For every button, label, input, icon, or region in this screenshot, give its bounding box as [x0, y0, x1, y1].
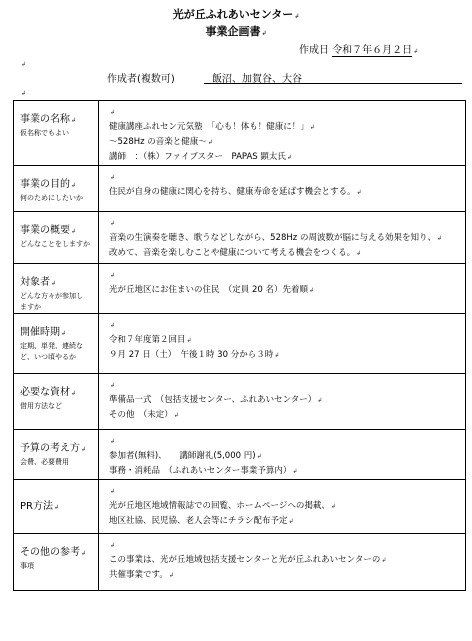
- row-label: 事業の概要↲: [20, 225, 77, 236]
- blank-line: ↲: [110, 542, 116, 549]
- row-content-line: 光が丘地区地域情報誌での回覧、ホームページへの掲載、↲: [109, 501, 336, 511]
- row-label-cell: [14, 166, 99, 212]
- row-content-cell: [99, 101, 466, 166]
- row-content-line: 光が丘地区にお住まいの住民 （定員 20 名）先着順↲: [109, 285, 315, 295]
- form-row: [14, 166, 466, 212]
- row-content-line: ９月 27 日（土） 午後１時 30 分から３時↲: [109, 350, 280, 360]
- row-label-cell: [14, 264, 99, 314]
- row-label: 事業の名称↲: [20, 114, 77, 125]
- row-content-line: 共催事業です。↲: [109, 570, 174, 580]
- row-content-line: 準備品一式 （包括支援センター、ふれあいセンター）↲: [109, 395, 323, 405]
- created-date-line: 作成日 令和７年６月２日↲: [299, 45, 419, 56]
- row-label-cell: [14, 430, 99, 480]
- blank-line: ↲: [110, 220, 116, 227]
- row-content-cell: [99, 480, 466, 534]
- row-content-line: 講師 ：（株）ファイブスター PAPAS 顕太氏↲: [109, 152, 292, 162]
- row-content-cell: [99, 430, 466, 480]
- row-content-cell: [99, 374, 466, 430]
- row-label: 必要な資材↲: [20, 387, 77, 398]
- row-content-line: 音楽の生演奏を聴き、歌うなどしながら、528Hz の周波数が脳に与える効果を知り、↲: [109, 233, 442, 243]
- row-content-line: 健康講座ふれセン元気塾 「心も！体も！健康に！」↲: [109, 122, 315, 132]
- row-sublabel: 仮名称でもよい: [20, 129, 69, 137]
- row-content-line: 改めて、音楽を楽しむことや健康について考える機会をつくる。↲: [109, 248, 362, 258]
- form-row: [14, 480, 466, 534]
- row-content-line: 地区社協、民児協、老人会等にチラシ配布予定↲: [109, 516, 294, 526]
- plan-form-body: [14, 101, 466, 591]
- plan-form-table: [13, 100, 466, 591]
- row-content-line: 参加者(無料)、 講師謝礼(5,000 円)↲: [109, 451, 262, 461]
- created-date: 令和７年６月２日: [332, 45, 413, 56]
- blank-line: ↲: [110, 438, 116, 445]
- row-content-line: 事務・消耗品 （ふれあいセンター事業予算内）↲: [109, 466, 298, 476]
- form-row: [14, 430, 466, 480]
- row-label: その他の参考↲: [20, 547, 87, 558]
- row-label-cell: [14, 480, 99, 534]
- row-sublabel: 会費、必要費用: [20, 458, 69, 466]
- row-content-cell: [99, 212, 466, 264]
- row-label-cell: [14, 212, 99, 264]
- row-label-cell: [14, 374, 99, 430]
- form-row: [14, 314, 466, 374]
- row-label: 予算の考え方↲: [20, 443, 87, 454]
- row-label-cell: [14, 314, 99, 374]
- form-row: [14, 374, 466, 430]
- form-row: [14, 212, 466, 264]
- blank-line: ↲: [110, 109, 116, 116]
- row-sublabel: どんなことをしますか: [20, 240, 90, 248]
- created-label: 作成日: [299, 45, 329, 56]
- row-content-line: ～528Hz の音楽と健康～↲: [109, 137, 213, 147]
- document-subtitle: 事業企画書↲: [205, 25, 267, 38]
- row-content-cell: [99, 534, 466, 591]
- blank-paragraph-mark-2: ↲: [21, 90, 27, 97]
- author-line: [107, 70, 175, 85]
- row-sublabel: 事項: [20, 562, 34, 570]
- row-content-line: その他 （未定）↲: [109, 410, 179, 420]
- form-row: [14, 264, 466, 314]
- row-sublabel: 定期、単発、連続な: [20, 342, 83, 350]
- row-label-cell: [14, 534, 99, 591]
- form-row: [14, 534, 466, 591]
- row-label: 対象者↲: [20, 277, 57, 288]
- blank-paragraph-mark: ↲: [21, 61, 27, 68]
- row-sublabel: ど、いつ頃やるか: [20, 353, 76, 361]
- row-label-cell: [14, 101, 99, 166]
- row-content-line: 住民が自身の健康に関心を持ち、健康寿命を延ばす機会とする。↲: [109, 187, 362, 197]
- blank-line: ↲: [110, 382, 116, 389]
- row-content-cell: [99, 166, 466, 212]
- blank-line: ↲: [110, 174, 116, 181]
- document-title: 光が丘ふれあいセンター↲: [172, 8, 300, 21]
- row-content-cell: [99, 264, 466, 314]
- row-sublabel: 借用方法など: [20, 402, 62, 410]
- row-content-cell: [99, 314, 466, 374]
- row-content-line: 令和７年度第２回目↲: [109, 335, 192, 345]
- author-names: 飯沼、加賀谷、大谷: [204, 70, 462, 84]
- row-label: PR方法↲: [20, 501, 60, 512]
- form-row: [14, 101, 466, 166]
- blank-line: ↲: [110, 322, 116, 329]
- row-sublabel: ますか: [20, 303, 41, 311]
- row-label: 開催時期↲: [20, 327, 67, 338]
- row-sublabel: 何のためにしたいか: [20, 194, 83, 202]
- row-label: 事業の目的↲: [20, 179, 77, 190]
- blank-line: ↲: [110, 272, 116, 279]
- blank-line: ↲: [110, 488, 116, 495]
- author-label: 作成者(複数可): [107, 74, 175, 85]
- row-sublabel: どんな方々が参加し: [20, 292, 83, 300]
- row-content-line: この事業は、光が丘地域包括支援センターと光が丘ふれあいセンターの↲: [109, 555, 387, 565]
